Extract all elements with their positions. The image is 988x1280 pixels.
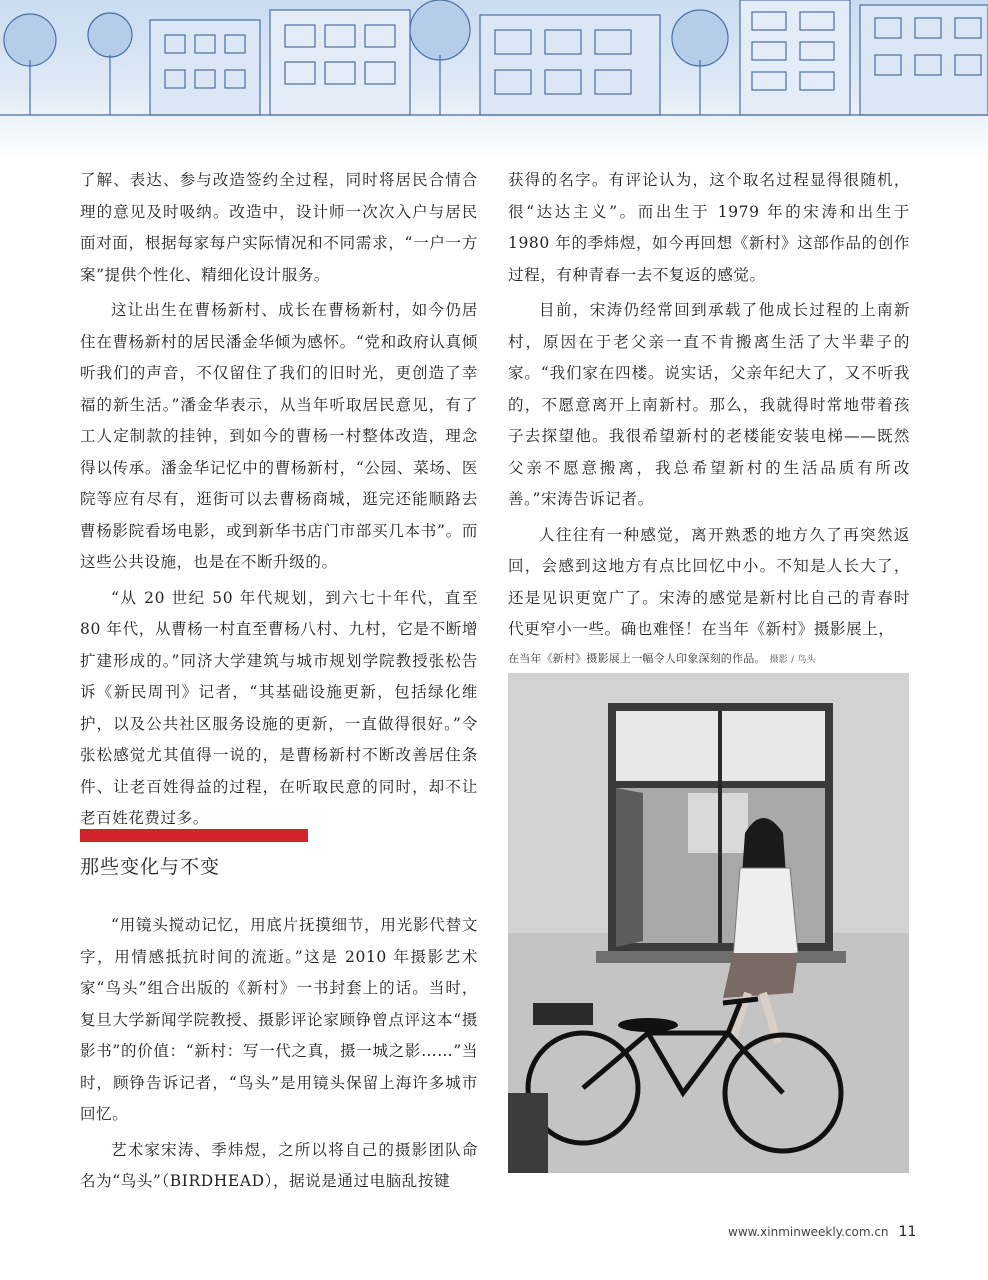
left-paragraph-1: 了解、表达、参与改造签约全过程，同时将居民合情合理的意见及时吸纳。改造中，设计师一次次入户与居民面对面，根据每家每户实际情况和不同需求，“一户一方案”提供个性化、精细化设计服务。	[80, 171, 478, 284]
caption-text: 在当年《新村》摄影展上一幅令人印象深刻的作品。	[508, 652, 766, 665]
right-paragraph-1: 获得的名字。有评论认为，这个取名过程显得很随机，很“达达主义”。而出生于 1979 年的宋涛和出生于 1980 年的季炜煜，如今再回想《新村》这部作品的创作过程，有种青春一去不复返的感觉。	[508, 171, 910, 284]
section-paragraph-1: “用镜头搅动记忆，用底片抚摸细节，用光影代替文字，用情感抵抗时间的流逝。”这是 2010 年摄影艺术家“鸟头”组合出版的《新村》一书封套上的话。当时，复旦大学新闻学院教授、摄影评论家顾铮曾点评这本“摄影书”的价值：“新村：写一代之真，摄一城之影……”当时，顾铮告诉记者，“鸟头”是用镜头保留上海许多城市回忆。	[80, 916, 478, 1123]
section-body	[80, 910, 478, 1202]
caption-credit: 摄影 / 鸟头	[769, 655, 816, 665]
section-title: 那些变化与不变	[80, 856, 221, 878]
section-accent-bar	[80, 829, 308, 842]
photo-caption	[508, 650, 910, 666]
page-number: 11	[898, 1224, 917, 1240]
right-paragraph-2: 目前，宋涛仍经常回到承载了他成长过程的上南新村，原因在于老父亲一直不肯搬离生活了大半辈子的家。“我们家在四楼。说实话，父亲年纪大了，又不听我的，不愿意离开上南新村。那么，我就得时常地带着孩子去探望他。我很希望新村的老楼能安装电梯——既然父亲不愿意搬离，我总希望新村的生活品质有所改善。”宋涛告诉记者。	[508, 301, 910, 508]
page-footer	[728, 1224, 916, 1240]
city-buildings-illustration	[0, 0, 988, 160]
section-paragraph-2: 艺术家宋涛、季炜煜，之所以将自己的摄影团队命名为“鸟头”（BIRDHEAD），据说是通过电脑乱按键	[80, 1140, 478, 1190]
left-paragraph-2: 这让出生在曹杨新村、成长在曹杨新村，如今仍居住在曹杨新村的居民潘金华倾为感怀。“党和政府认真倾听我们的声音，不仅留住了我们的旧时光，更创造了幸福的新生活。”潘金华表示，从当年听取居民意见，有了工人定制款的挂钟，到如今的曹杨一村整体改造，理念得以传承。潘金华记忆中的曹杨新村，“公园、菜场、医院等应有尽有，逛街可以去曹杨商城，逛完还能顺路去曹杨影院看场电影，或到新华书店门市部买几本书”。而这些公共设施，也是在不断升级的。	[80, 301, 478, 571]
left-column	[80, 165, 478, 839]
footer-url: www.xinminweekly.com.cn	[728, 1225, 889, 1239]
photo-illustration	[508, 673, 909, 1173]
left-paragraph-3: “从 20 世纪 50 年代规划，到六七十年代，直至 80 年代，从曹杨一村直至曹杨八村、九村，它是不断增扩建形成的。”同济大学建筑与城市规划学院教授张松告诉《新民周刊》记者，“其基础设施更新，包括绿化维护，以及公共社区服务设施的更新，一直做得很好。”令张松感觉尤其值得一说的，是曹杨新村不断改善居住条件、让老百姓得益的过程，在听取民意的同时，却不让老百姓花费过多。	[80, 588, 478, 827]
right-paragraph-3: 人往往有一种感觉，离开熟悉的地方久了再突然返回，会感到这地方有点比回忆中小。不知是人长大了，还是见识更宽广了。宋涛的感觉是新村比自己的青春时代更窄小一些。确也难怪！在当年《新村》摄影展上，	[508, 525, 910, 638]
right-column	[508, 165, 910, 650]
header-illustration	[0, 0, 988, 160]
photo-woman-window-bicycle	[508, 673, 909, 1173]
